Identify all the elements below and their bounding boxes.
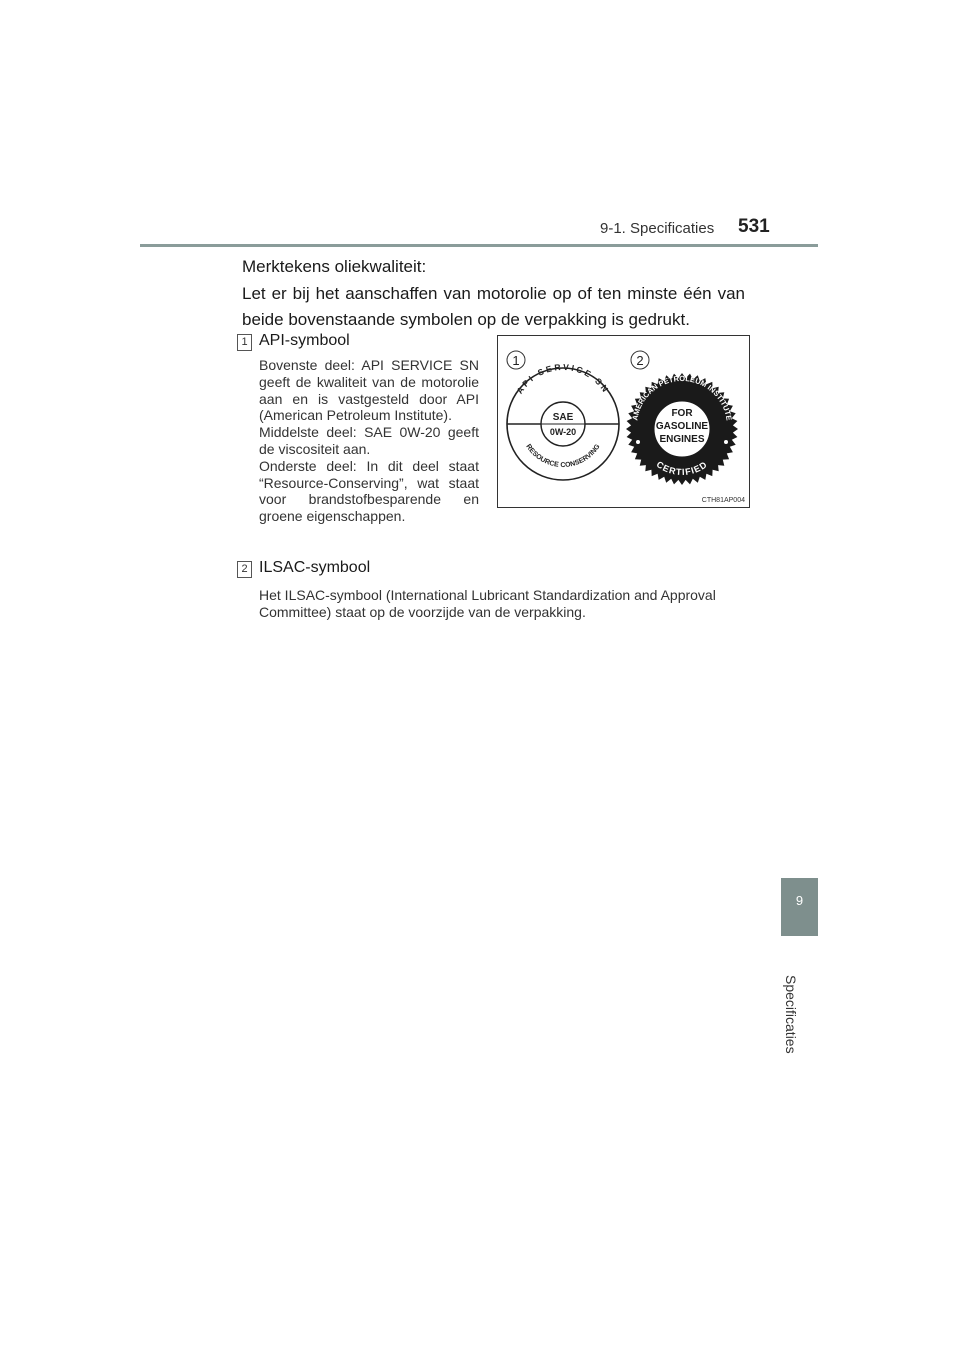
intro-paragraph: Let er bij het aanschaffen van motorolie op of ten minste één van beide bovenstaande symbolen op de verpakking is gedrukt. [242,284,745,329]
oil-symbols-illustration [498,336,749,507]
item-description-ilsac: Het ILSAC-symbool (International Lubricant Standardization and Approval Committee) staat op de voorzijde van de verpakking. [259,587,716,620]
section-header: 9-1. Specificaties [600,220,715,237]
api-bottom-arc: RESOURCE CONSERVING [524,443,602,470]
figure-code: CTH81AP004 [701,497,745,504]
api-donut-symbol [507,362,619,480]
item-title-ilsac: ILSAC-symbool [259,559,371,576]
item-title-api: API-symbool [259,332,350,349]
ilsac-starburst-symbol [626,373,738,485]
section-title: Merktekens oliekwaliteit: [242,257,427,276]
chapter-tab-label: Specificaties [783,975,799,1054]
api-center-viscosity: 0W-20 [549,427,577,437]
page-number: 531 [738,216,770,237]
callout-2: 2 [636,353,644,368]
ilsac-center-engines: ENGINES [659,434,705,445]
api-desc-upper: Bovenste deel: API SERVICE SN geeft de kwaliteit van de motorolie aan en is vastgesteld door API (American Petroleum Institute). [259,357,479,424]
callout-1: 1 [512,353,520,368]
oil-symbols-figure [497,335,750,508]
header-divider [140,244,818,247]
api-desc-lower: Onderste deel: In dit deel staat “Resource-Conserving”, wat staat voor brandstofbesparende en groene eigenschappen. [259,457,479,525]
api-center-sae: SAE [552,412,574,423]
chapter-tab-number: 9 [795,893,804,908]
api-top-arc: API SERVICE SN [514,361,612,396]
item-description-api [259,357,479,525]
api-desc-middle: Middelste deel: SAE 0W-20 geeft de viscositeit aan. [259,424,479,457]
ilsac-bottom-arc: CERTIFIED [654,459,710,478]
ilsac-top-arc: AMERICAN PETROLEUM INSTITUTE [630,373,734,422]
ilsac-center-for: FOR [671,408,693,419]
ilsac-center-gasoline: GASOLINE [655,421,709,432]
item-marker-1: 1 [237,334,252,351]
item-marker-2: 2 [237,561,252,578]
